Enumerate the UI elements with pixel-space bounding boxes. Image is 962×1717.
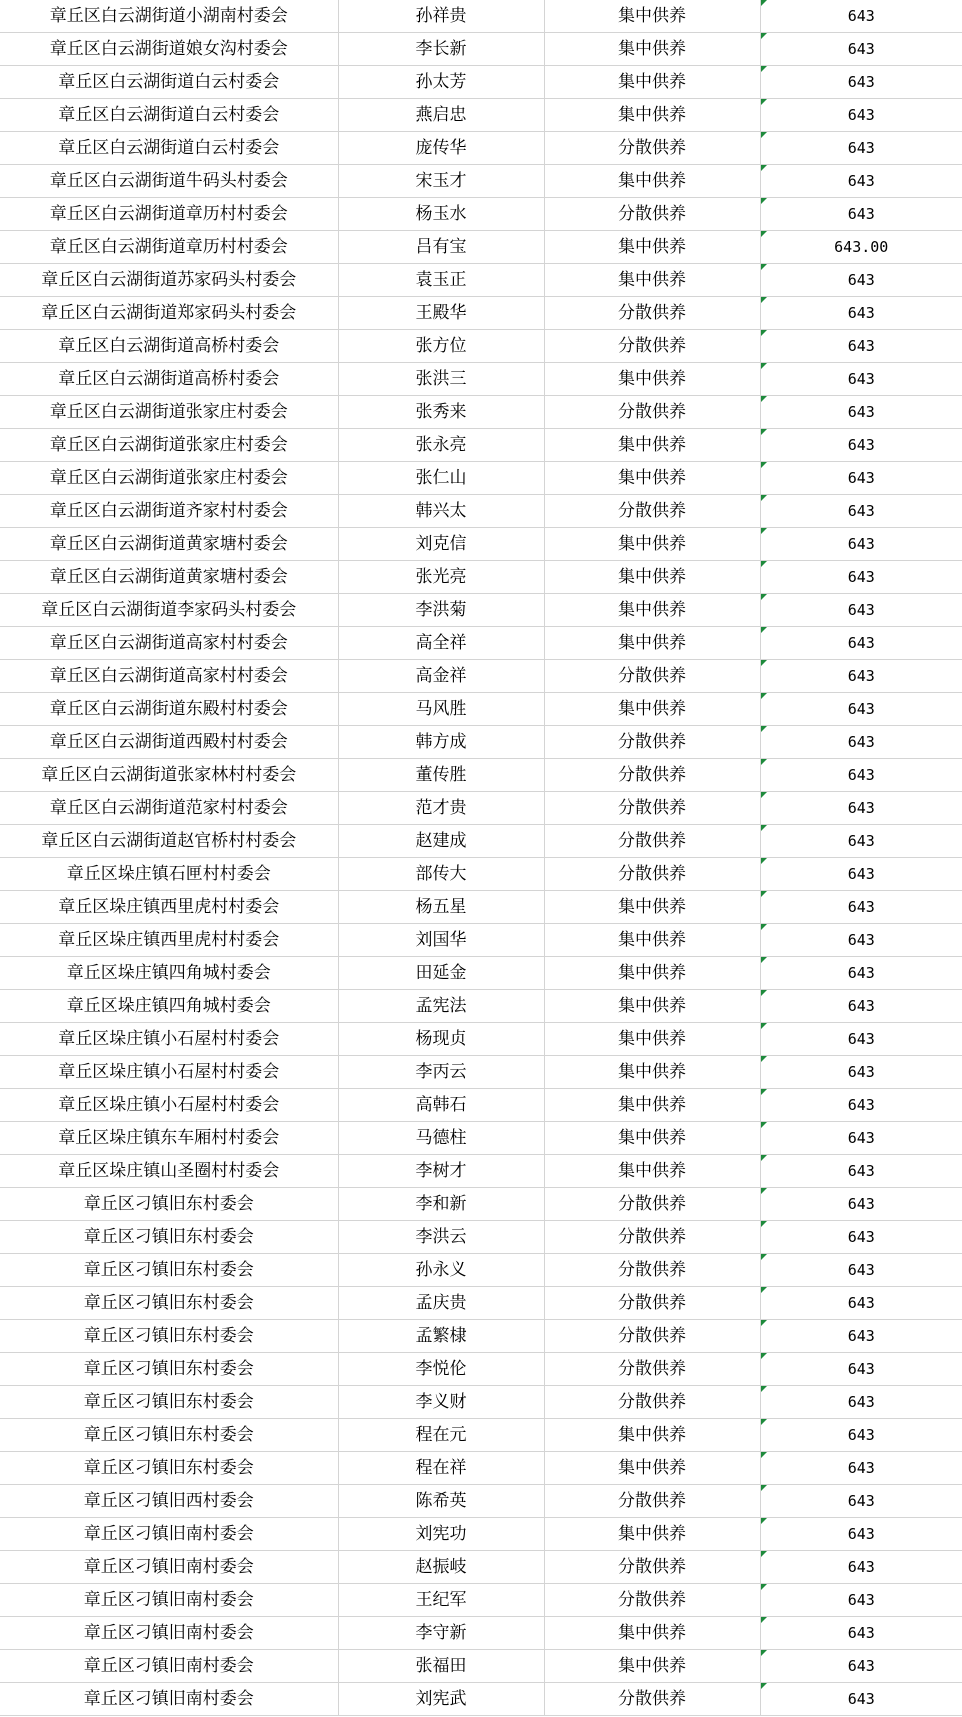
village-committee-cell[interactable]: 章丘区白云湖街道高桥村委会 <box>0 363 338 396</box>
person-name-cell[interactable]: 范才贵 <box>338 792 544 825</box>
table-row <box>0 1584 962 1617</box>
village-committee-cell[interactable]: 章丘区垛庄镇小石屋村村委会 <box>0 1056 338 1089</box>
support-type-cell[interactable]: 分散供养 <box>544 1683 760 1716</box>
amount-cell[interactable]: 643 <box>760 1023 962 1056</box>
support-type-cell[interactable]: 集中供养 <box>544 462 760 495</box>
table-row <box>0 1551 962 1584</box>
support-type-cell[interactable]: 集中供养 <box>544 1452 760 1485</box>
amount-cell[interactable]: 643 <box>760 33 962 66</box>
village-committee-cell[interactable]: 章丘区刁镇旧南村委会 <box>0 1617 338 1650</box>
support-type-cell[interactable]: 分散供养 <box>544 726 760 759</box>
table-row <box>0 660 962 693</box>
support-type-cell[interactable]: 分散供养 <box>544 825 760 858</box>
amount-cell[interactable]: 643 <box>760 1518 962 1551</box>
support-type-cell[interactable]: 集中供养 <box>544 99 760 132</box>
village-committee-cell[interactable]: 章丘区白云湖街道赵官桥村村委会 <box>0 825 338 858</box>
village-committee-cell[interactable]: 章丘区刁镇旧东村委会 <box>0 1188 338 1221</box>
table-row <box>0 891 962 924</box>
village-committee-cell[interactable]: 章丘区白云湖街道高家村村委会 <box>0 660 338 693</box>
amount-cell[interactable]: 643 <box>760 297 962 330</box>
amount-cell[interactable]: 643 <box>760 726 962 759</box>
support-type-cell[interactable]: 集中供养 <box>544 66 760 99</box>
person-name-cell[interactable]: 张方位 <box>338 330 544 363</box>
support-type-cell[interactable]: 分散供养 <box>544 396 760 429</box>
table-row <box>0 1419 962 1452</box>
support-type-cell[interactable]: 分散供养 <box>544 198 760 231</box>
amount-cell[interactable]: 643 <box>760 0 962 33</box>
support-type-cell[interactable]: 分散供养 <box>544 759 760 792</box>
support-type-cell[interactable]: 集中供养 <box>544 891 760 924</box>
person-name-cell[interactable]: 孟庆贵 <box>338 1287 544 1320</box>
amount-cell[interactable]: 643 <box>760 1419 962 1452</box>
table-row <box>0 726 962 759</box>
person-name-cell[interactable]: 孙太芳 <box>338 66 544 99</box>
person-name-cell[interactable]: 刘克信 <box>338 528 544 561</box>
amount-cell[interactable]: 643 <box>760 165 962 198</box>
amount-cell[interactable]: 643 <box>760 1320 962 1353</box>
table-row <box>0 1056 962 1089</box>
person-name-cell[interactable]: 张福田 <box>338 1650 544 1683</box>
person-name-cell[interactable]: 董传胜 <box>338 759 544 792</box>
village-committee-cell[interactable]: 章丘区白云湖街道高家村村委会 <box>0 627 338 660</box>
table-row <box>0 1221 962 1254</box>
person-name-cell[interactable]: 王殿华 <box>338 297 544 330</box>
person-name-cell[interactable]: 高韩石 <box>338 1089 544 1122</box>
support-type-cell[interactable]: 分散供养 <box>544 495 760 528</box>
amount-cell[interactable]: 643 <box>760 66 962 99</box>
person-name-cell[interactable]: 马德柱 <box>338 1122 544 1155</box>
amount-cell[interactable]: 643 <box>760 429 962 462</box>
table-row <box>0 132 962 165</box>
amount-cell[interactable]: 643 <box>760 1617 962 1650</box>
support-type-cell[interactable]: 集中供养 <box>544 1056 760 1089</box>
amount-cell[interactable]: 643.00 <box>760 231 962 264</box>
table-row <box>0 1089 962 1122</box>
support-type-cell[interactable]: 分散供养 <box>544 1386 760 1419</box>
village-committee-cell[interactable]: 章丘区白云湖街道东殿村村委会 <box>0 693 338 726</box>
amount-cell[interactable]: 643 <box>760 1056 962 1089</box>
person-name-cell[interactable]: 杨玉水 <box>338 198 544 231</box>
support-type-cell[interactable]: 集中供养 <box>544 33 760 66</box>
support-type-cell[interactable]: 集中供养 <box>544 594 760 627</box>
table-row <box>0 66 962 99</box>
table-row <box>0 1155 962 1188</box>
amount-cell[interactable]: 643 <box>760 891 962 924</box>
table-row <box>0 759 962 792</box>
village-committee-cell[interactable]: 章丘区白云湖街道白云村委会 <box>0 66 338 99</box>
amount-cell[interactable]: 643 <box>760 660 962 693</box>
table-row <box>0 462 962 495</box>
person-name-cell[interactable]: 李义财 <box>338 1386 544 1419</box>
person-name-cell[interactable]: 李洪云 <box>338 1221 544 1254</box>
amount-cell[interactable]: 643 <box>760 132 962 165</box>
person-name-cell[interactable]: 高全祥 <box>338 627 544 660</box>
village-committee-cell[interactable]: 章丘区白云湖街道郑家码头村委会 <box>0 297 338 330</box>
support-type-cell[interactable]: 分散供养 <box>544 1551 760 1584</box>
table-row <box>0 528 962 561</box>
person-name-cell[interactable]: 张永亮 <box>338 429 544 462</box>
support-type-cell[interactable]: 分散供养 <box>544 792 760 825</box>
support-type-cell[interactable]: 分散供养 <box>544 132 760 165</box>
table-row <box>0 165 962 198</box>
person-name-cell[interactable]: 赵振岐 <box>338 1551 544 1584</box>
table-row <box>0 33 962 66</box>
table-row <box>0 231 962 264</box>
village-committee-cell[interactable]: 章丘区白云湖街道齐家村村委会 <box>0 495 338 528</box>
support-type-cell[interactable]: 分散供养 <box>544 1485 760 1518</box>
village-committee-cell[interactable]: 章丘区垛庄镇山圣圈村村委会 <box>0 1155 338 1188</box>
support-type-cell[interactable]: 集中供养 <box>544 231 760 264</box>
person-name-cell[interactable]: 李洪菊 <box>338 594 544 627</box>
support-type-cell[interactable]: 集中供养 <box>544 561 760 594</box>
person-name-cell[interactable]: 李和新 <box>338 1188 544 1221</box>
support-type-cell[interactable]: 集中供养 <box>544 1419 760 1452</box>
village-committee-cell[interactable]: 章丘区垛庄镇西里虎村村委会 <box>0 891 338 924</box>
village-committee-cell[interactable]: 章丘区白云湖街道高桥村委会 <box>0 330 338 363</box>
support-type-cell[interactable]: 分散供养 <box>544 1353 760 1386</box>
person-name-cell[interactable]: 李树才 <box>338 1155 544 1188</box>
table-row <box>0 693 962 726</box>
village-committee-cell[interactable]: 章丘区白云湖街道张家庄村委会 <box>0 462 338 495</box>
village-committee-cell[interactable]: 章丘区白云湖街道范家村村委会 <box>0 792 338 825</box>
amount-cell[interactable]: 643 <box>760 198 962 231</box>
amount-cell[interactable]: 643 <box>760 924 962 957</box>
table-row <box>0 1287 962 1320</box>
village-committee-cell[interactable]: 章丘区白云湖街道西殿村村委会 <box>0 726 338 759</box>
table-row <box>0 1452 962 1485</box>
person-name-cell[interactable]: 程在祥 <box>338 1452 544 1485</box>
table-row <box>0 627 962 660</box>
amount-cell[interactable]: 643 <box>760 1221 962 1254</box>
amount-cell[interactable]: 643 <box>760 1287 962 1320</box>
table-row <box>0 0 962 33</box>
amount-cell[interactable]: 643 <box>760 792 962 825</box>
amount-cell[interactable]: 643 <box>760 1188 962 1221</box>
village-committee-cell[interactable]: 章丘区白云湖街道白云村委会 <box>0 132 338 165</box>
person-name-cell[interactable]: 陈希英 <box>338 1485 544 1518</box>
village-committee-cell[interactable]: 章丘区白云湖街道白云村委会 <box>0 99 338 132</box>
amount-cell[interactable]: 643 <box>760 495 962 528</box>
amount-cell[interactable]: 643 <box>760 990 962 1023</box>
table-row <box>0 1485 962 1518</box>
table-row <box>0 330 962 363</box>
table-row <box>0 1320 962 1353</box>
amount-cell[interactable]: 643 <box>760 1485 962 1518</box>
amount-cell[interactable]: 643 <box>760 1122 962 1155</box>
support-type-cell[interactable]: 集中供养 <box>544 924 760 957</box>
support-type-cell[interactable]: 集中供养 <box>544 0 760 33</box>
village-committee-cell[interactable]: 章丘区刁镇旧南村委会 <box>0 1551 338 1584</box>
table-row <box>0 1386 962 1419</box>
person-name-cell[interactable]: 张洪三 <box>338 363 544 396</box>
amount-cell[interactable]: 643 <box>760 1683 962 1716</box>
amount-cell[interactable]: 643 <box>760 1155 962 1188</box>
village-committee-cell[interactable]: 章丘区刁镇旧东村委会 <box>0 1353 338 1386</box>
person-name-cell[interactable]: 张仁山 <box>338 462 544 495</box>
person-name-cell[interactable]: 田延金 <box>338 957 544 990</box>
village-committee-cell[interactable]: 章丘区白云湖街道张家庄村委会 <box>0 429 338 462</box>
support-type-cell[interactable]: 分散供养 <box>544 1221 760 1254</box>
table-row <box>0 264 962 297</box>
table-row <box>0 1353 962 1386</box>
table-row <box>0 1122 962 1155</box>
amount-cell[interactable]: 643 <box>760 825 962 858</box>
amount-cell[interactable]: 643 <box>760 1254 962 1287</box>
village-committee-cell[interactable]: 章丘区垛庄镇四角城村委会 <box>0 957 338 990</box>
person-name-cell[interactable]: 韩方成 <box>338 726 544 759</box>
table-row <box>0 1023 962 1056</box>
village-committee-cell[interactable]: 章丘区白云湖街道苏家码头村委会 <box>0 264 338 297</box>
amount-cell[interactable]: 643 <box>760 528 962 561</box>
support-type-cell[interactable]: 集中供养 <box>544 1518 760 1551</box>
person-name-cell[interactable]: 杨现贞 <box>338 1023 544 1056</box>
amount-cell[interactable]: 643 <box>760 264 962 297</box>
support-type-cell[interactable]: 分散供养 <box>544 858 760 891</box>
person-name-cell[interactable]: 孟宪法 <box>338 990 544 1023</box>
table-row <box>0 396 962 429</box>
village-committee-cell[interactable]: 章丘区垛庄镇西里虎村村委会 <box>0 924 338 957</box>
table-row <box>0 561 962 594</box>
support-type-cell[interactable]: 分散供养 <box>544 660 760 693</box>
support-type-cell[interactable]: 集中供养 <box>544 363 760 396</box>
table-row <box>0 990 962 1023</box>
table-row <box>0 1617 962 1650</box>
village-committee-cell[interactable]: 章丘区垛庄镇石匣村村委会 <box>0 858 338 891</box>
table-row <box>0 297 962 330</box>
table-row <box>0 792 962 825</box>
person-name-cell[interactable]: 王纪军 <box>338 1584 544 1617</box>
support-type-cell[interactable]: 分散供养 <box>544 1188 760 1221</box>
village-committee-cell[interactable]: 章丘区刁镇旧东村委会 <box>0 1287 338 1320</box>
village-committee-cell[interactable]: 章丘区垛庄镇东车厢村村委会 <box>0 1122 338 1155</box>
person-name-cell[interactable]: 宋玉才 <box>338 165 544 198</box>
village-committee-cell[interactable]: 章丘区白云湖街道张家庄村委会 <box>0 396 338 429</box>
support-type-cell[interactable]: 分散供养 <box>544 297 760 330</box>
person-name-cell[interactable]: 刘国华 <box>338 924 544 957</box>
person-name-cell[interactable]: 孙永义 <box>338 1254 544 1287</box>
support-type-cell[interactable]: 集中供养 <box>544 1023 760 1056</box>
village-committee-cell[interactable]: 章丘区刁镇旧东村委会 <box>0 1386 338 1419</box>
amount-cell[interactable]: 643 <box>760 1089 962 1122</box>
support-type-cell[interactable]: 分散供养 <box>544 1584 760 1617</box>
table-row <box>0 957 962 990</box>
support-type-cell[interactable]: 集中供养 <box>544 165 760 198</box>
support-type-cell[interactable]: 集中供养 <box>544 1155 760 1188</box>
table-row <box>0 858 962 891</box>
support-type-cell[interactable]: 分散供养 <box>544 1287 760 1320</box>
person-name-cell[interactable]: 杨五星 <box>338 891 544 924</box>
support-type-cell[interactable]: 分散供养 <box>544 330 760 363</box>
table-row <box>0 594 962 627</box>
village-committee-cell[interactable]: 章丘区刁镇旧西村委会 <box>0 1485 338 1518</box>
table-row <box>0 825 962 858</box>
village-committee-cell[interactable]: 章丘区白云湖街道黄家塘村委会 <box>0 528 338 561</box>
person-name-cell[interactable]: 张秀来 <box>338 396 544 429</box>
amount-cell[interactable]: 643 <box>760 957 962 990</box>
support-type-cell[interactable]: 集中供养 <box>544 693 760 726</box>
support-type-cell[interactable]: 分散供养 <box>544 1254 760 1287</box>
support-type-cell[interactable]: 集中供养 <box>544 1617 760 1650</box>
amount-cell[interactable]: 643 <box>760 330 962 363</box>
table-row <box>0 1650 962 1683</box>
person-name-cell[interactable]: 孙祥贵 <box>338 0 544 33</box>
village-committee-cell[interactable]: 章丘区刁镇旧东村委会 <box>0 1452 338 1485</box>
person-name-cell[interactable]: 李丙云 <box>338 1056 544 1089</box>
amount-cell[interactable]: 643 <box>760 1452 962 1485</box>
person-name-cell[interactable]: 李长新 <box>338 33 544 66</box>
person-name-cell[interactable]: 李守新 <box>338 1617 544 1650</box>
table-row <box>0 1254 962 1287</box>
table-row <box>0 1518 962 1551</box>
amount-cell[interactable]: 643 <box>760 1584 962 1617</box>
amount-cell[interactable]: 643 <box>760 363 962 396</box>
amount-cell[interactable]: 643 <box>760 99 962 132</box>
person-name-cell[interactable]: 李悦伦 <box>338 1353 544 1386</box>
amount-cell[interactable]: 643 <box>760 759 962 792</box>
amount-cell[interactable]: 643 <box>760 1551 962 1584</box>
person-name-cell[interactable]: 刘宪武 <box>338 1683 544 1716</box>
support-type-cell[interactable]: 集中供养 <box>544 264 760 297</box>
village-committee-cell[interactable]: 章丘区刁镇旧南村委会 <box>0 1683 338 1716</box>
village-committee-cell[interactable]: 章丘区垛庄镇小石屋村村委会 <box>0 1023 338 1056</box>
amount-cell[interactable]: 643 <box>760 396 962 429</box>
amount-cell[interactable]: 643 <box>760 1650 962 1683</box>
village-committee-cell[interactable]: 章丘区刁镇旧东村委会 <box>0 1221 338 1254</box>
person-name-cell[interactable]: 部传大 <box>338 858 544 891</box>
table-row <box>0 495 962 528</box>
person-name-cell[interactable]: 刘宪功 <box>338 1518 544 1551</box>
amount-cell[interactable]: 643 <box>760 594 962 627</box>
village-committee-cell[interactable]: 章丘区白云湖街道娘女沟村委会 <box>0 33 338 66</box>
support-type-cell[interactable]: 集中供养 <box>544 1122 760 1155</box>
support-type-cell[interactable]: 集中供养 <box>544 1650 760 1683</box>
support-type-cell[interactable]: 集中供养 <box>544 528 760 561</box>
person-name-cell[interactable]: 吕有宝 <box>338 231 544 264</box>
amount-cell[interactable]: 643 <box>760 462 962 495</box>
village-committee-cell[interactable]: 章丘区白云湖街道章历村村委会 <box>0 231 338 264</box>
person-name-cell[interactable]: 燕启忠 <box>338 99 544 132</box>
support-type-cell[interactable]: 集中供养 <box>544 627 760 660</box>
support-type-cell[interactable]: 集中供养 <box>544 429 760 462</box>
village-committee-cell[interactable]: 章丘区白云湖街道牛码头村委会 <box>0 165 338 198</box>
village-committee-cell[interactable]: 章丘区刁镇旧东村委会 <box>0 1320 338 1353</box>
person-name-cell[interactable]: 袁玉正 <box>338 264 544 297</box>
village-committee-cell[interactable]: 章丘区刁镇旧南村委会 <box>0 1584 338 1617</box>
person-name-cell[interactable]: 张光亮 <box>338 561 544 594</box>
village-committee-cell[interactable]: 章丘区白云湖街道张家林村村委会 <box>0 759 338 792</box>
village-committee-cell[interactable]: 章丘区白云湖街道小湖南村委会 <box>0 0 338 33</box>
village-committee-cell[interactable]: 章丘区垛庄镇四角城村委会 <box>0 990 338 1023</box>
amount-cell[interactable]: 643 <box>760 627 962 660</box>
amount-cell[interactable]: 643 <box>760 693 962 726</box>
table-row <box>0 363 962 396</box>
table-row <box>0 924 962 957</box>
person-name-cell[interactable]: 高金祥 <box>338 660 544 693</box>
amount-cell[interactable]: 643 <box>760 858 962 891</box>
village-committee-cell[interactable]: 章丘区白云湖街道章历村村委会 <box>0 198 338 231</box>
support-type-cell[interactable]: 集中供养 <box>544 990 760 1023</box>
village-committee-cell[interactable]: 章丘区垛庄镇小石屋村村委会 <box>0 1089 338 1122</box>
village-committee-cell[interactable]: 章丘区刁镇旧东村委会 <box>0 1254 338 1287</box>
amount-cell[interactable]: 643 <box>760 1353 962 1386</box>
support-type-cell[interactable]: 集中供养 <box>544 1089 760 1122</box>
village-committee-cell[interactable]: 章丘区刁镇旧东村委会 <box>0 1419 338 1452</box>
person-name-cell[interactable]: 程在元 <box>338 1419 544 1452</box>
person-name-cell[interactable]: 孟繁棣 <box>338 1320 544 1353</box>
amount-cell[interactable]: 643 <box>760 561 962 594</box>
support-type-cell[interactable]: 集中供养 <box>544 957 760 990</box>
person-name-cell[interactable]: 庞传华 <box>338 132 544 165</box>
table-row <box>0 429 962 462</box>
person-name-cell[interactable]: 马风胜 <box>338 693 544 726</box>
village-committee-cell[interactable]: 章丘区白云湖街道黄家塘村委会 <box>0 561 338 594</box>
village-committee-cell[interactable]: 章丘区白云湖街道李家码头村委会 <box>0 594 338 627</box>
support-type-cell[interactable]: 分散供养 <box>544 1320 760 1353</box>
village-committee-cell[interactable]: 章丘区刁镇旧南村委会 <box>0 1518 338 1551</box>
table-row <box>0 198 962 231</box>
table-row <box>0 1683 962 1716</box>
person-name-cell[interactable]: 韩兴太 <box>338 495 544 528</box>
amount-cell[interactable]: 643 <box>760 1386 962 1419</box>
table-row <box>0 99 962 132</box>
table-row <box>0 1188 962 1221</box>
person-name-cell[interactable]: 赵建成 <box>338 825 544 858</box>
village-committee-cell[interactable]: 章丘区刁镇旧南村委会 <box>0 1650 338 1683</box>
